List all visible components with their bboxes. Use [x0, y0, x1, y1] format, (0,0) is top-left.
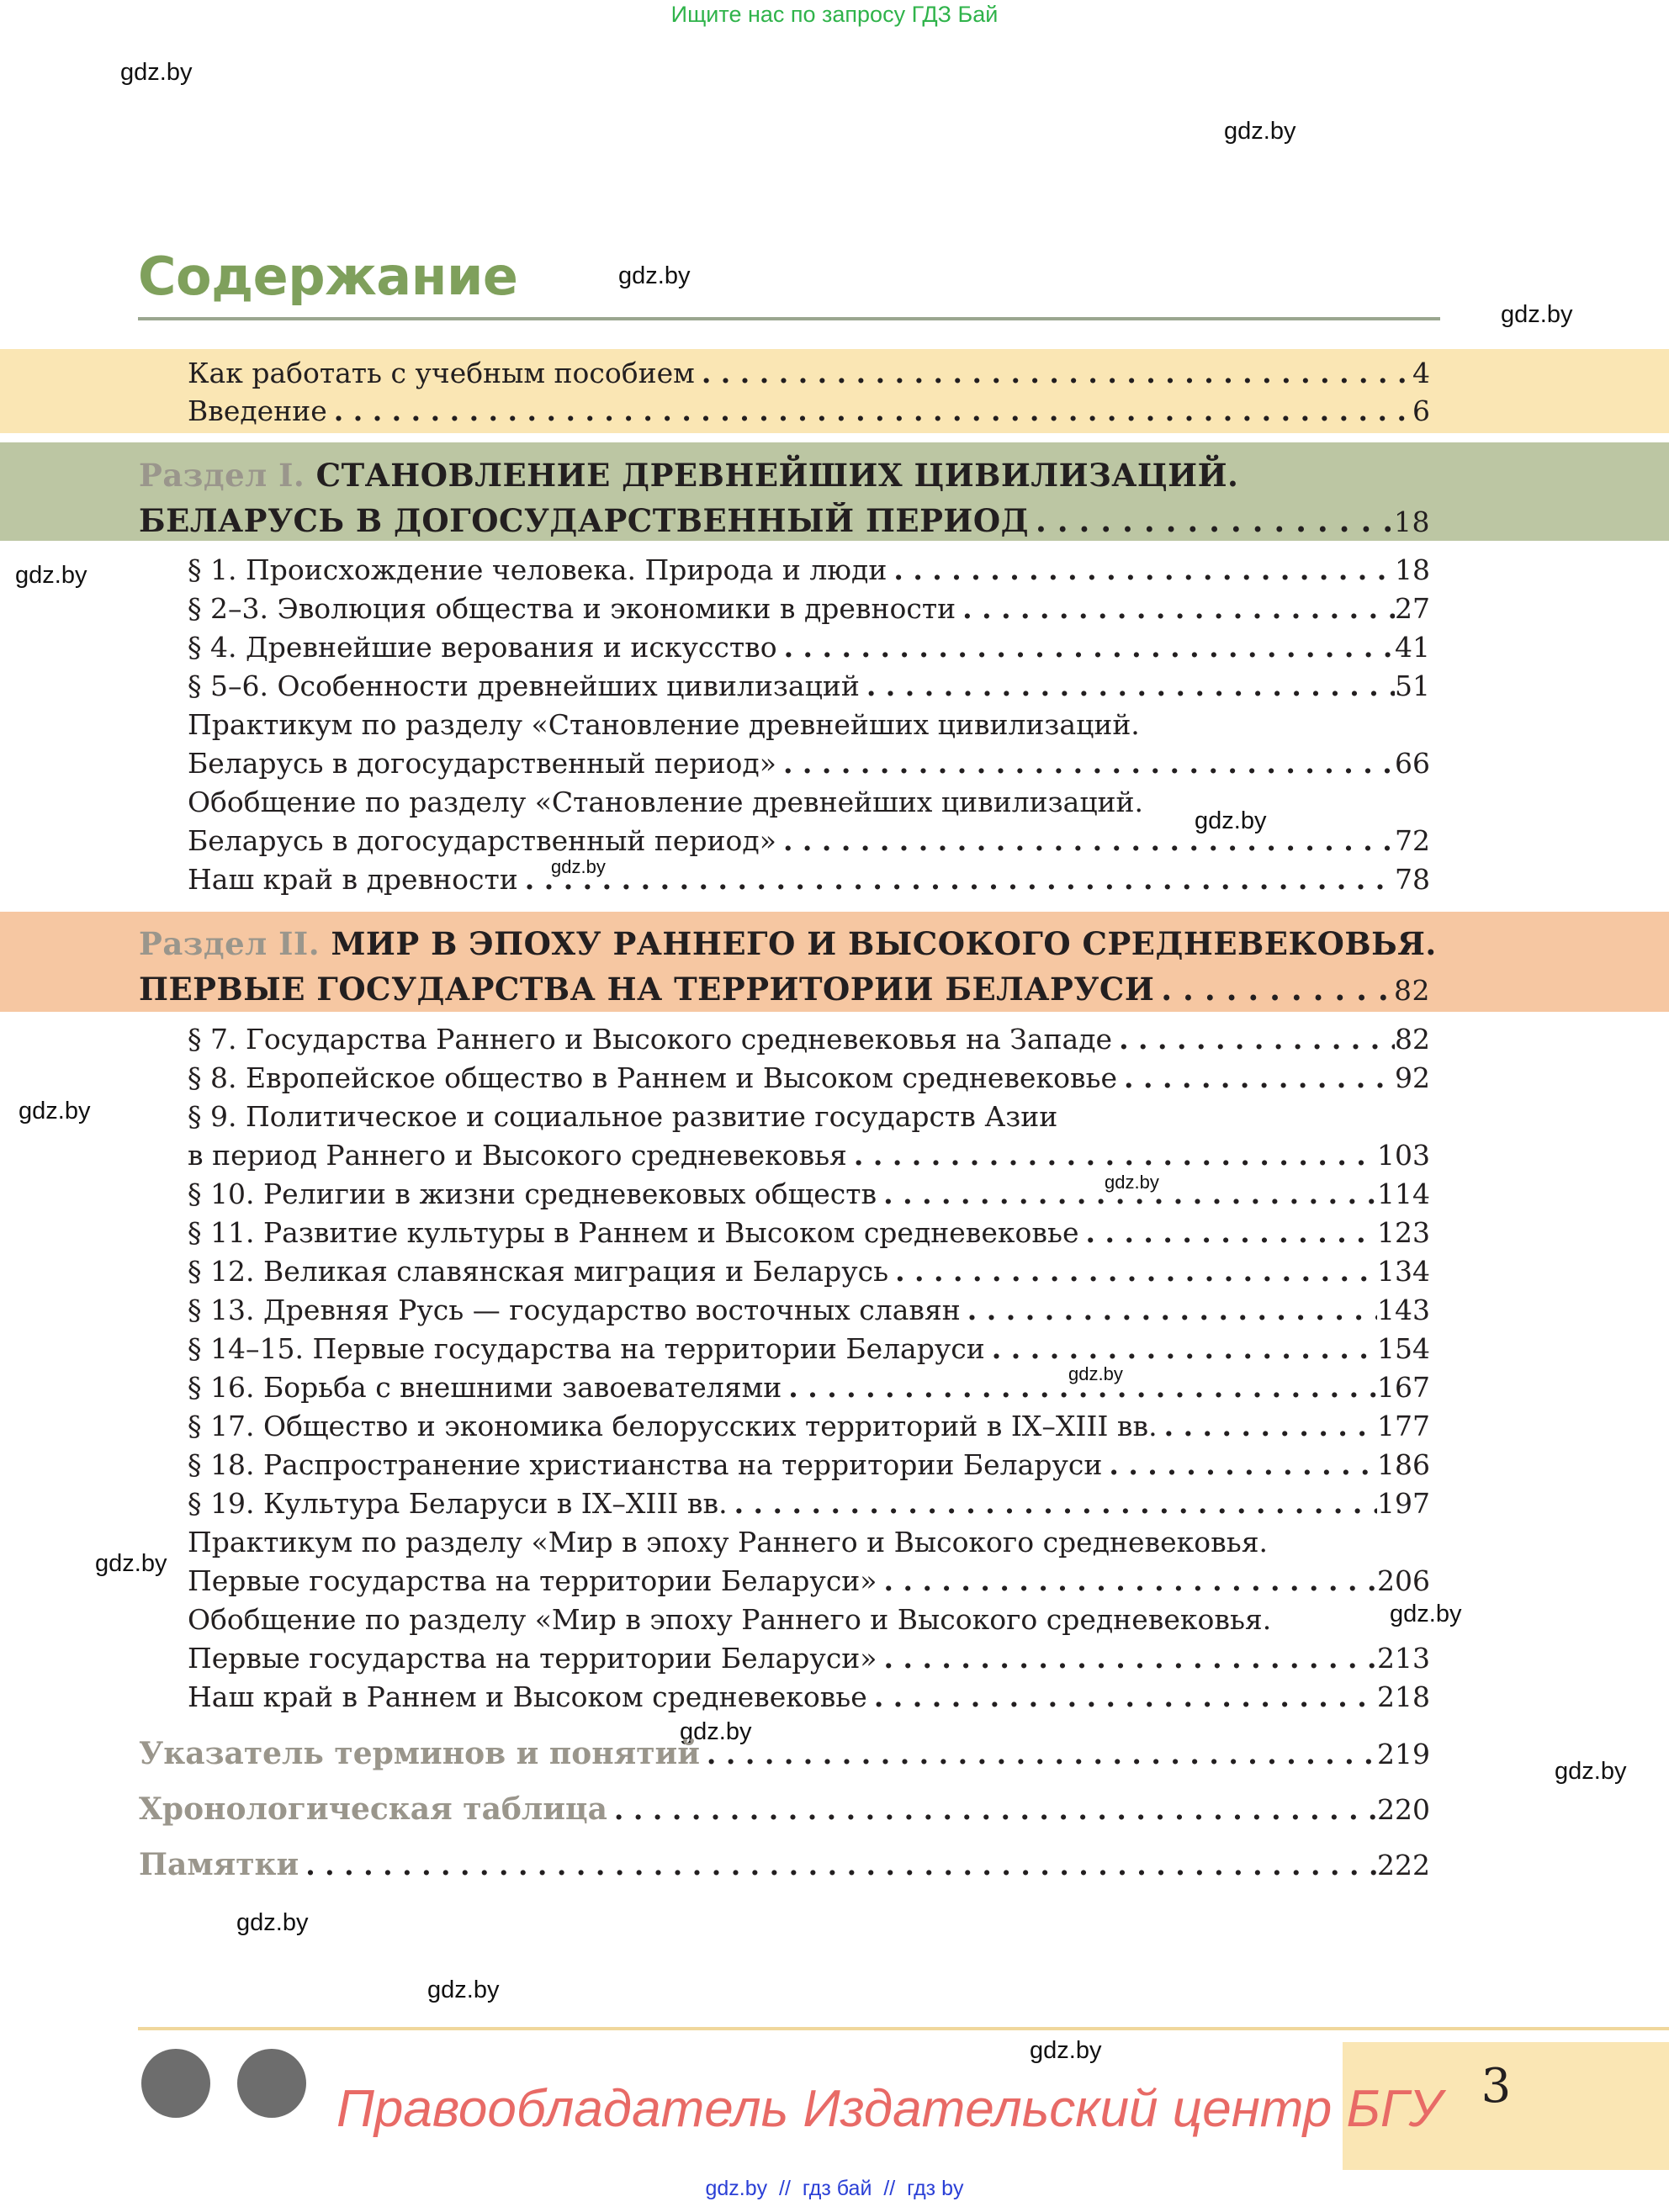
watermark: gdz.by: [1105, 1172, 1159, 1193]
watermark: gdz.by: [1390, 1601, 1462, 1627]
title-rule: [138, 317, 1440, 320]
watermark: gdz.by: [427, 1977, 500, 2003]
footer-rule: [138, 2027, 1669, 2030]
watermark: gdz.by: [19, 1098, 91, 1125]
watermark: gdz.by: [236, 1909, 309, 1936]
toc-entry[interactable]: § 13. Древняя Русь — государство восточных славян . . . 143: [188, 1294, 1430, 1332]
section2-heading[interactable]: Раздел II. МИР В ЭПОХУ РАННЕГО И ВЫСОКОГО СРЕДНЕВЕКОВЬЯ.: [139, 925, 1437, 962]
watermark: gdz.by: [15, 562, 87, 589]
watermark: gdz.by: [1195, 807, 1267, 834]
toc-entry[interactable]: § 12. Великая славянская миграция и Беларусь . . . 134: [188, 1255, 1430, 1294]
watermark: gdz.by: [1555, 1758, 1627, 1785]
toc-entry[interactable]: § 14–15. Первые государства на территории Беларуси . . . 154: [188, 1332, 1430, 1371]
watermark: gdz.by: [1068, 1363, 1123, 1384]
summary-line1[interactable]: Обобщение по разделу «Мир в эпоху Раннего и Высокого средневековья.: [188, 1603, 1272, 1636]
toc-entry[interactable]: Введение . . . 6: [188, 394, 1430, 433]
summary-line1[interactable]: Обобщение по разделу «Становление древнейших цивилизаций.: [188, 786, 1144, 818]
watermark: gdz.by: [1501, 301, 1573, 328]
watermark: gdz.by: [120, 59, 193, 86]
publisher-notice: Правообладатель Издательский центр БГУ: [336, 2080, 1443, 2138]
circle-icon: [237, 2049, 306, 2118]
watermark: gdz.by: [95, 1550, 167, 1577]
page-title: Содержание: [138, 246, 518, 307]
practicum-line1[interactable]: Практикум по разделу «Становление древнейших цивилизаций.: [188, 708, 1140, 741]
toc-entry[interactable]: § 10. Религии в жизни средневековых обществ . . . 114: [188, 1177, 1430, 1216]
watermark: gdz.by: [1030, 2037, 1102, 2064]
page-number: 3: [1481, 2059, 1512, 2114]
toc-entry[interactable]: Беларусь в догосударственный период» . . . 66: [188, 747, 1430, 786]
toc-entry[interactable]: § 8. Европейское общество в Раннем и Высоком средневековье . . . 92: [188, 1061, 1430, 1100]
section1-heading[interactable]: Раздел I. СТАНОВЛЕНИЕ ДРЕВНЕЙШИХ ЦИВИЛИЗАЦИЙ.: [139, 457, 1239, 494]
toc-appendix-entry[interactable]: Памятки . . . 222: [139, 1847, 1430, 1886]
watermark: gdz.by: [680, 1718, 752, 1745]
toc-entry[interactable]: Первые государства на территории Беларуси» . . . 213: [188, 1642, 1430, 1680]
toc-entry[interactable]: § 7. Государства Раннего и Высокого средневековья на Западе . . . 82: [188, 1023, 1430, 1061]
toc-entry[interactable]: § 1. Происхождение человека. Природа и люди . . . 18: [188, 553, 1430, 592]
toc-entry[interactable]: § 11. Развитие культуры в Раннем и Высоком средневековье . . . 123: [188, 1216, 1430, 1255]
toc-entry[interactable]: § 16. Борьба с внешними завоевателями . . . 167: [188, 1371, 1430, 1410]
watermark: gdz.by: [618, 262, 691, 289]
watermark: gdz.by: [1224, 118, 1296, 145]
toc-entry[interactable]: § 2–3. Эволюция общества и экономики в древности . . . 27: [188, 592, 1430, 631]
toc-entry[interactable]: § 17. Общество и экономика белорусских территорий в IX–XIII вв. . . . 177: [188, 1410, 1430, 1448]
watermark: gdz.by: [551, 856, 606, 877]
top-banner: Ищите нас по запросу ГДЗ Бай: [670, 2, 999, 27]
practicum-line1[interactable]: Практикум по разделу «Мир в эпоху Раннего и Высокого средневековья.: [188, 1526, 1269, 1558]
toc-appendix-entry[interactable]: Хронологическая таблица . . . 220: [139, 1791, 1430, 1830]
toc-entry[interactable]: Первые государства на территории Беларуси» . . . 206: [188, 1564, 1430, 1603]
toc-entry[interactable]: § 4. Древнейшие верования и искусство . . . 41: [188, 631, 1430, 669]
toc-entry[interactable]: Наш край в древности . . . 78: [188, 863, 1430, 902]
toc-entry[interactable]: Как работать с учебным пособием . . . 4: [188, 357, 1430, 395]
circle-icon: [141, 2049, 210, 2118]
toc-entry[interactable]: Наш край в Раннем и Высоком средневековье . . . 218: [188, 1680, 1430, 1719]
section2-heading-line2[interactable]: ПЕРВЫЕ ГОСУДАРСТВА НА ТЕРРИТОРИИ БЕЛАРУСИ . . . 82: [139, 971, 1430, 1009]
section1-heading-line2[interactable]: БЕЛАРУСЬ В ДОГОСУДАРСТВЕННЫЙ ПЕРИОД . . . 18: [139, 502, 1430, 541]
footer-links[interactable]: gdz.by // гдз бай // гдз by: [705, 2177, 964, 2200]
entry9-line1[interactable]: § 9. Политическое и социальное развитие государств Азии: [188, 1100, 1058, 1133]
toc-entry[interactable]: в период Раннего и Высокого средневековья . . . 103: [188, 1139, 1430, 1177]
toc-entry[interactable]: § 18. Распространение христианства на территории Беларуси . . . 186: [188, 1448, 1430, 1487]
toc-entry[interactable]: § 19. Культура Беларуси в IX–XIII вв. . . . 197: [188, 1487, 1430, 1526]
toc-entry[interactable]: Беларусь в догосударственный период» . . . 72: [188, 824, 1430, 863]
toc-entry[interactable]: § 5–6. Особенности древнейших цивилизаций . . . 51: [188, 669, 1430, 708]
toc-appendix-entry[interactable]: Указатель терминов и понятий . . . 219: [139, 1736, 1430, 1775]
